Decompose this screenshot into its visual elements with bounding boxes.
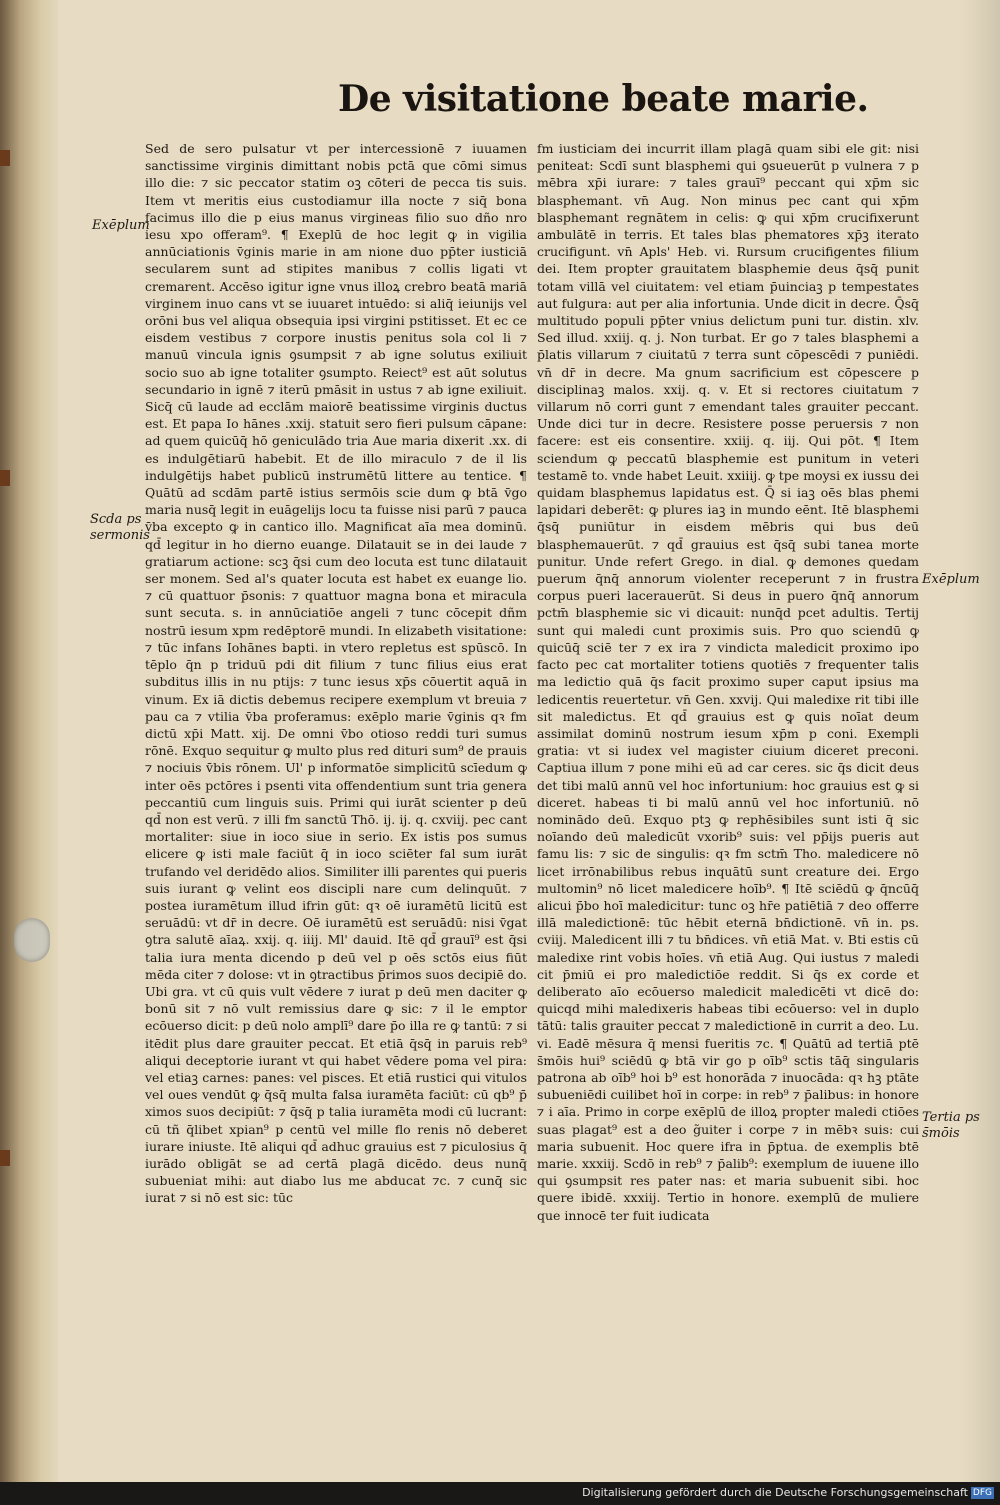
text-column-left: Sed de sero pulsatur vt per intercessionē ⁊ iuuamen sanctissime virginis dimittant nobis pctā que cōmi simus illo die: ⁊ sic peccator statim oꝫ cōteri de pecca tis suis. Item vt meritis eius custodiamur illa nocte ⁊ siq̄ bona facimus illo die p eius manus virgineas filio suo dño nro iesu xpo offeram⁹. ¶ Exeplū de hoc legit ꝙ in vigilia annūciationis v̄ginis marie in am nione duo pp̄ter iusticiā secularem sunt ad stipites manibus ⁊ collis ligati vt cremarent. Accēso igitur igne vnus illoꝝ crebro beatā mariā virginem inuo cans vt se iuuaret intuēdo: si aliq̄ ieiunijs vel orōni bus vel aliqua obsequia ipsi virgini pstitisset. Et ec ce eisdem vestibus ⁊ corpore inustis penitus sola col li ⁊ manuū vincula ignis ꝯsumpsit ⁊ ab igne solutus exiliuit socio suo ab igne totaliter ꝯsumpto. Reiect⁹ est aūt solutus secundario in ignē ⁊ iterū pmāsit in ustus ⁊ ab igne exiliuit. Sicq̄ cū laude ad ecclām maiorē beatissime virginis ductus est. Et papa Io hānes .xxij. statuit sero fieri pulsum cāpane: ad quem quicūq̄ hō geniculādo tria Aue maria dixerit .xx. di es indulgētiarū habebit. Et de illo miraculo ⁊ de il lis indulgētijs habet publicū instrumētū littere au tentice. ¶ Quātū ad scdām partē istius sermōis scie dum ꝙ btā v̄go maria nusq̄ legit in euāgelijs locu ta fuisse nisi parū ⁊ pauca v̄ba excepto ꝙ in cantico illo. Magnificat aīa mea dominū. qd̄ legitur in ho dierno euange. Dilatauit se in dei laude ⁊ gratiarum actione: scꝫ q̄si cum deo locuta est tunc dilatauit ser monem. Sed al's quater locuta est habet ex euange lio. ⁊ cū quattuor p̄sonis: ⁊ quattuor magna bona et miracula sunt secuta. s. in annūciatiōe angeli ⁊ tunc cōcepit dñm nostrū iesum xpm redēptorē mundi. In elizabeth visitatione: ⁊ tūc infans Iohānes bapti. in vtero repletus est spūscō. In tēplo q̄n p triduū pdi dit filium ⁊ tunc filius eius erat subditus illis in nu ptijs: ⁊ tunc iesus xp̄s cōuertit aquā in vinum. Ex iā dictis debemus recipere exemplum vt breuia ⁊ pau ca ⁊ vtilia v̄ba proferamus: exēplo marie v̄ginis qꝛ fm dictū xp̄i Matt. xij. De omni v̄bo otioso reddi turi sumus rōnē. Exquo sequitur ꝙ multo plus red dituri sum⁹ de prauis ⁊ nociuis v̄bis rōnem. Ul' p informatōe simplicitū scīedum ꝙ inter oēs pctōres i psenti vita offendentium sunt tria genera peccantiū cum linguis suis. Primi qui iurāt scienter p deū qd̄ non est verū. ⁊ illi fm sanctū Thō. ij. ij. q. cxviij. pec cant mortaliter: siue in ioco siue in serio. Ex istis pos sumus elicere ꝙ isti male faciūt q̄ in ioco sciēter fal sum iurāt trufando vel deridēdo alios. Similiter illi parentes qui pueris suis iurant ꝙ velint eos discipli nare cum delinquūt. ⁊ postea iuramētum illud ifrin gūt: qꝛ oē iuramētū licitū est seruādū: vt dr̄ in decre. Oē iuramētū est seruādū: nisi v̄gat ꝯtra salutē aīaꝝ. xxij. q. iiij. Ml' dauid. Itē qd̄ grauī⁹ est q̄si talia iura menta dicendo p deū vel p oēs sctōs eius fiūt mēda citer ⁊ dolose: vt in ꝯtractibus p̄rimos suos decipiē do. Ubi gra. vt cū quis vult vēdere ⁊ iurat p deū men daciter ꝙ bonū sit ⁊ nō vult remissius dare ꝙ sic: ⁊ il le emptor ecōuerso dicit: p deū nolo amplī⁹ dare p̄o illa re ꝙ tantū: ⁊ si itēdit plus dare grauiter peccat. Et etiā q̄sq̄ in paruis reb⁹ aliqui deceptorie iurant vt qui habet vēdere poma vel pira: vel etiaꝫ carnes: panes: vel pisces. Et etiā rustici qui vitulos vel oues vendūt ꝙ q̄sq̄ multa falsa iuramēta faciūt: cū qb⁹ p̄ ximos suos decipiūt: ⁊ q̄sq̄ p talia iuramēta modi cū lucrant: cū tñ q̄libet xpian⁹ p centū vel mille flo renis nō deberet iurare iniuste. Itē aliqui qd̄ adhuc grauius est ⁊ piculosius q̄ iurādo obligāt se ad certā plagā dicēdo. deus nunq̄ subueniat mihi: aut diabo lus me abducat ⁊c. ⁊ cunq̄ sic iurat ⁊ si nō est sic: tūc <box>145 141 527 1206</box>
binding-thread <box>0 1150 10 1166</box>
marginal-note-exemplum: Exēplum <box>922 572 980 587</box>
book-spine <box>0 0 58 1482</box>
page-title: De visitatione beate marie. <box>338 78 869 120</box>
marginal-note-tertia-pars: Tertia ps s̄mōis <box>922 1110 980 1141</box>
dfg-logo: DFG <box>972 1488 992 1498</box>
text-column-right: fm iusticiam dei incurrit illam plagā quam sibi ele git: nisi peniteat: Scdī sunt blasphemi qui ꝯsueuerūt p vulnera ⁊ p mēbra xp̄i iurare: ⁊ tales grauī⁹ peccant qui xp̄m sic blasphemant. vn̄ Aug. Non minus pec cant qui xp̄m blasphemant regnātem in celis: ꝙ qui xp̄m crucifixerunt ambulātē in terris. Et tales blas phematores xp̄ꝫ iterato crucifigunt. vn̄ Apls' Heb. vi. Rursum crucifigentes filium dei. Item propter grauitatem blasphemie deus q̄sq̄ punit totam villā vel ciuitatem: vel etiam p̄uinciaꝫ p tempestates aut fulgura: aut per alia infortunia. Unde dicit in decre. Q̄sq̄ multitudo populi pp̄ter vnius delictum puni tur. distin. xlv. Sed illud. xxiij. q. j. Non turbat. Er go ⁊ tales blasphemi a p̄latis villarum ⁊ ciuitatū ⁊ terra sunt cōpescēdi ⁊ puniēdi. vn̄ dr̄ in decre. Ma gnum sacrificium est cōpescere p disciplinaꝫ malos. xxij. q. v. Et si rectores ciuitatum ⁊ villarum nō corri gunt ⁊ emendant tales grauiter peccant. Unde dici tur in decre. Resistere posse peruersis ⁊ non facere: est eis consentire. xxiij. q. iij. Qui pōt. ¶ Item sciendum ꝙ peccatū blasphemie est punitum in veteri testamē to. vnde habet Leuit. xxiiij. ꝙ tpe moysi ex iussu dei quidam blasphemus lapidatus est. Q̄ si iaꝫ oēs blas phemi lapidari deberēt: ꝙ plures iaꝫ in mundo eēnt. Itē blasphemi q̄sq̄ puniūtur in eisdem mēbris qui bus deū blasphemauerūt. ⁊ qd̄ grauius est q̄sq̄ subi tanea morte punitur. Unde refert Grego. in dial. ꝙ demones quedam puerum q̄nq̄ annorum violenter receperunt ⁊ in frustra corpus pueri lacerauerūt. Si deus in puero q̄nq̄ annorum pctm̄ blasphemie sic vi dicauit: nunq̄d pcet adultis. Tertij sunt qui maledi cunt proximis suis. Pro quo sciendū ꝙ quicūq̄ sciē ter ⁊ ex ira ⁊ vindicta maledicit proximo ipo facto pec cat mortaliter totiens quotiēs ⁊ frequenter talis ma ledictio quā q̄s facit proximo super caput ipsius ma ledicentis reuertetur. vn̄ Gen. xxvij. Qui maledixe rit tibi ille sit maledictus. Et qd̄ grauius est ꝙ quis noīat deum assimilat dominū nostrum iesum xp̄m p coni. Exempli gratia: vt si iudex vel magister ciuium diceret preconi. Captiua illum ⁊ pone mihi eū ad car ceres. sic q̄s dicit deus det tibi malū annū vel hoc infortunium: hoc grauius est ꝙ si diceret. habeas ti bi malū annū vel hoc infortuniū. nō nominādo deū. Exquo ptꝫ ꝙ rephēsibiles sunt isti q̄ sic noīando deū maledicūt vxorib⁹ suis: vel pp̄ijs pueris aut famu lis: ⁊ sic de singulis: qꝛ fm sctm̄ Tho. maledicere nō licet irrōnabilibus rebus inquātū sunt creature dei. Ergo multomin⁹ nō licet maledicere hoīb⁹. ¶ Itē sciēdū ꝙ q̄ncūq̄ alicui p̄bo hoī maledicitur: tunc oꝫ hr̄e patiētiā ⁊ deo offerre illā maledictionē: tūc hēbit eternā bn̄dictionē. vn̄ in. ps. cviij. Maledicent illi ⁊ tu bn̄dices. vn̄ etiā Mat. v. Bti estis cū maledixe rint vobis hoīes. vn̄ etiā Aug. Qui iustus ⁊ maledi cit p̄miū ei pro maledictiōe reddit. Si q̄s ex corde et deliberato aīo ecōuerso maledicit maledicēti vt dicē do: quicqd mihi maledixeris habeas tibi ecōuerso: vel in duplo tātū: talis grauiter peccat ⁊ maledictionē in currit a deo. Lu. vi. Eadē mēsura q̄ mensi fueritis ⁊c. ¶ Quātū ad tertiā ptē s̄mōis hui⁹ sciēdū ꝙ btā vir go p oīb⁹ sctis tāq̄ singularis patrona ab oīb⁹ hoi b⁹ est honorāda ⁊ inuocāda: qꝛ hꝫ ptāte subueniēdi cuilibet hoī in corpe: in reb⁹ ⁊ p̄alibus: in honore ⁊ i aīa. Primo in corpe exēplū de illoꝝ propter maledi ctiōes suas plagat⁹ est a deo g̃uiter i corpe ⁊ in mēbꝛ suis: cui maria subuenit. Hoc quere ifra in p̄ptua. de exemplis btē marie. xxxiij. Scdō in reb⁹ ⁊ p̄alib⁹: exemplum de iuuene illo qui ꝯsumpsit res pater nas: et maria subuenit sibi. hoc quere ibidē. xxxiij. Tertio in honore. exemplū de muliere que innocē ter fuit iudicata <box>537 141 919 1223</box>
clasp <box>14 918 50 962</box>
marginal-note-exemplum: Exēplum <box>92 218 150 233</box>
binding-thread <box>0 470 10 486</box>
digitization-credit: Digitalisierung gefördert durch die Deutsche Forschungsgemeinschaft <box>582 1486 968 1499</box>
marginal-note-secunda-pars: Scda ps sermonis <box>90 512 150 543</box>
binding-thread <box>0 150 10 166</box>
